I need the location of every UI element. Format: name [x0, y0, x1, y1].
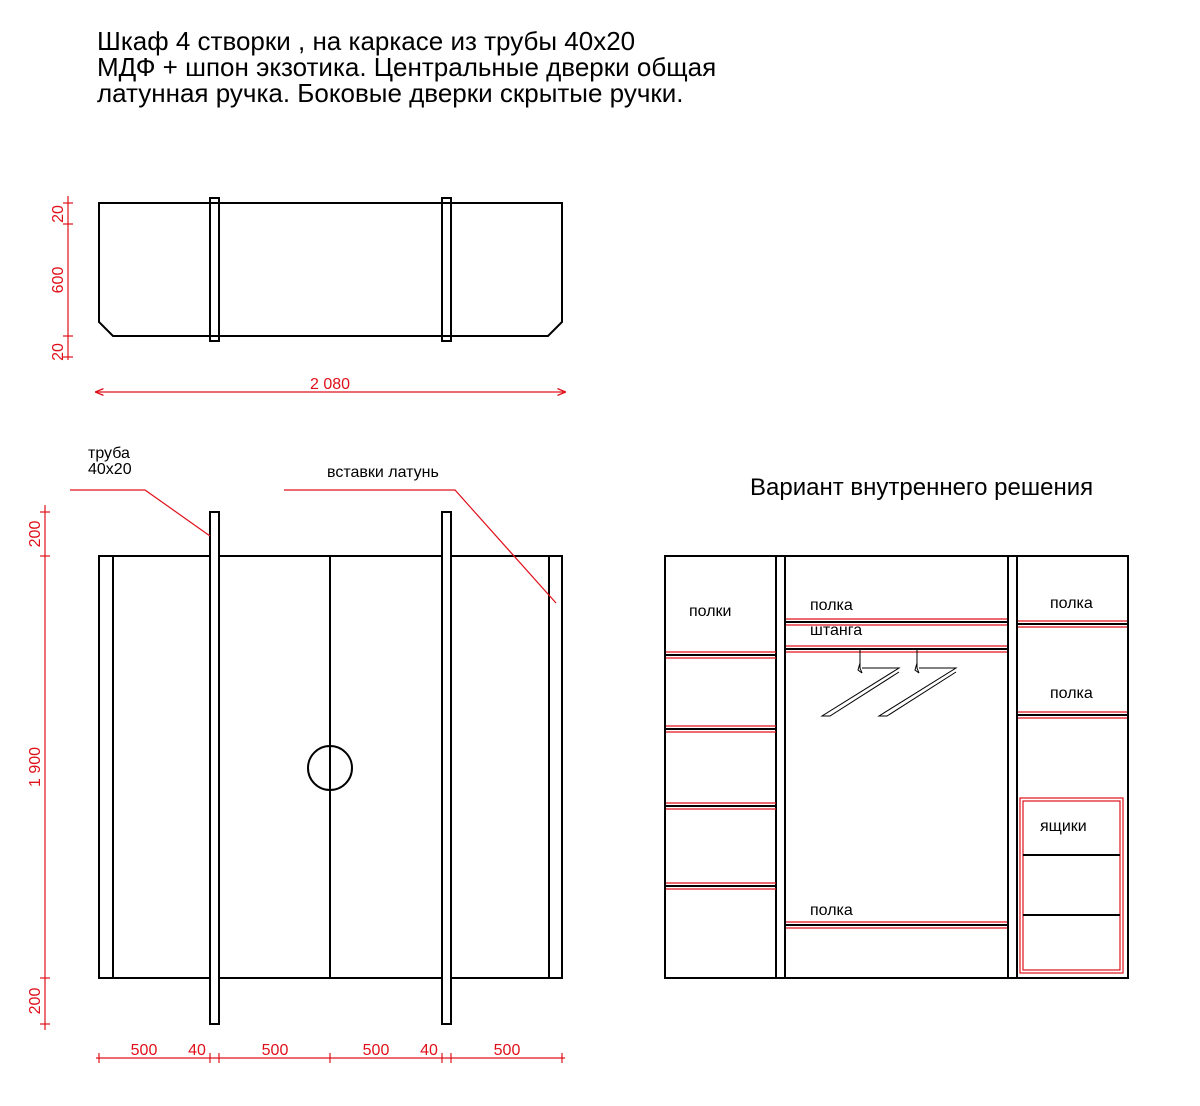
- plan-dim-20-top: 20: [50, 205, 67, 223]
- interior-view: [665, 474, 1128, 978]
- hanger-icon-1: [822, 649, 899, 716]
- title-line-2: МДФ + шпон экзотика. Центральные дверки общая: [97, 52, 717, 82]
- plan-pipe-right: [442, 198, 451, 341]
- label-shelf-right-2: полка: [1050, 685, 1093, 702]
- front-dim-w4: 500: [362, 1042, 390, 1059]
- plan-dim-600: 600: [50, 266, 67, 294]
- front-dim-200-top: 200: [27, 520, 44, 548]
- label-brass-inserts: вставки латунь: [327, 464, 439, 481]
- label-pipe-2: 40х20: [88, 461, 132, 478]
- label-drawers: ящики: [1040, 818, 1087, 835]
- interior-heading: Вариант внутреннего решения: [750, 474, 1094, 501]
- plan-outline: [99, 203, 562, 336]
- label-shelf-center-bottom: полка: [810, 902, 853, 919]
- plan-dim-width: 2 080: [309, 376, 351, 393]
- front-dim-1900: 1 900: [27, 746, 44, 788]
- label-pipe-1: труба: [88, 445, 130, 462]
- hanger-icon-2: [879, 649, 956, 716]
- right-compartment: [1018, 621, 1127, 973]
- front-dim-200-bottom: 200: [27, 987, 44, 1015]
- left-shelves: [666, 652, 776, 889]
- front-dim-w3: 500: [261, 1042, 289, 1059]
- plan-pipe-left: [210, 198, 219, 341]
- title-block: [97, 26, 716, 108]
- label-shelf-center-top: полка: [810, 597, 853, 614]
- label-shelf-right-1: полка: [1050, 595, 1093, 612]
- title-line-1: Шкаф 4 створки , на каркасе из трубы 40х20: [97, 26, 636, 56]
- plan-view: [50, 196, 565, 393]
- front-view: [27, 445, 565, 1063]
- front-dim-w1: 500: [130, 1042, 158, 1059]
- front-dim-w2: 40: [188, 1042, 206, 1059]
- front-pipe-right: [442, 512, 451, 1024]
- plan-dim-20-bottom: 20: [50, 343, 67, 361]
- front-dim-w5: 40: [420, 1042, 438, 1059]
- title-line-3: латунная ручка. Боковые дверки скрытые ручки.: [97, 78, 684, 108]
- center-compartment: [786, 619, 1007, 928]
- pipe-leader: [70, 490, 210, 536]
- label-rod: штанга: [810, 622, 863, 639]
- brass-leader: [284, 490, 556, 603]
- label-shelves-left: полки: [689, 603, 732, 620]
- front-pipe-left: [210, 512, 219, 1024]
- front-dim-w6: 500: [493, 1042, 521, 1059]
